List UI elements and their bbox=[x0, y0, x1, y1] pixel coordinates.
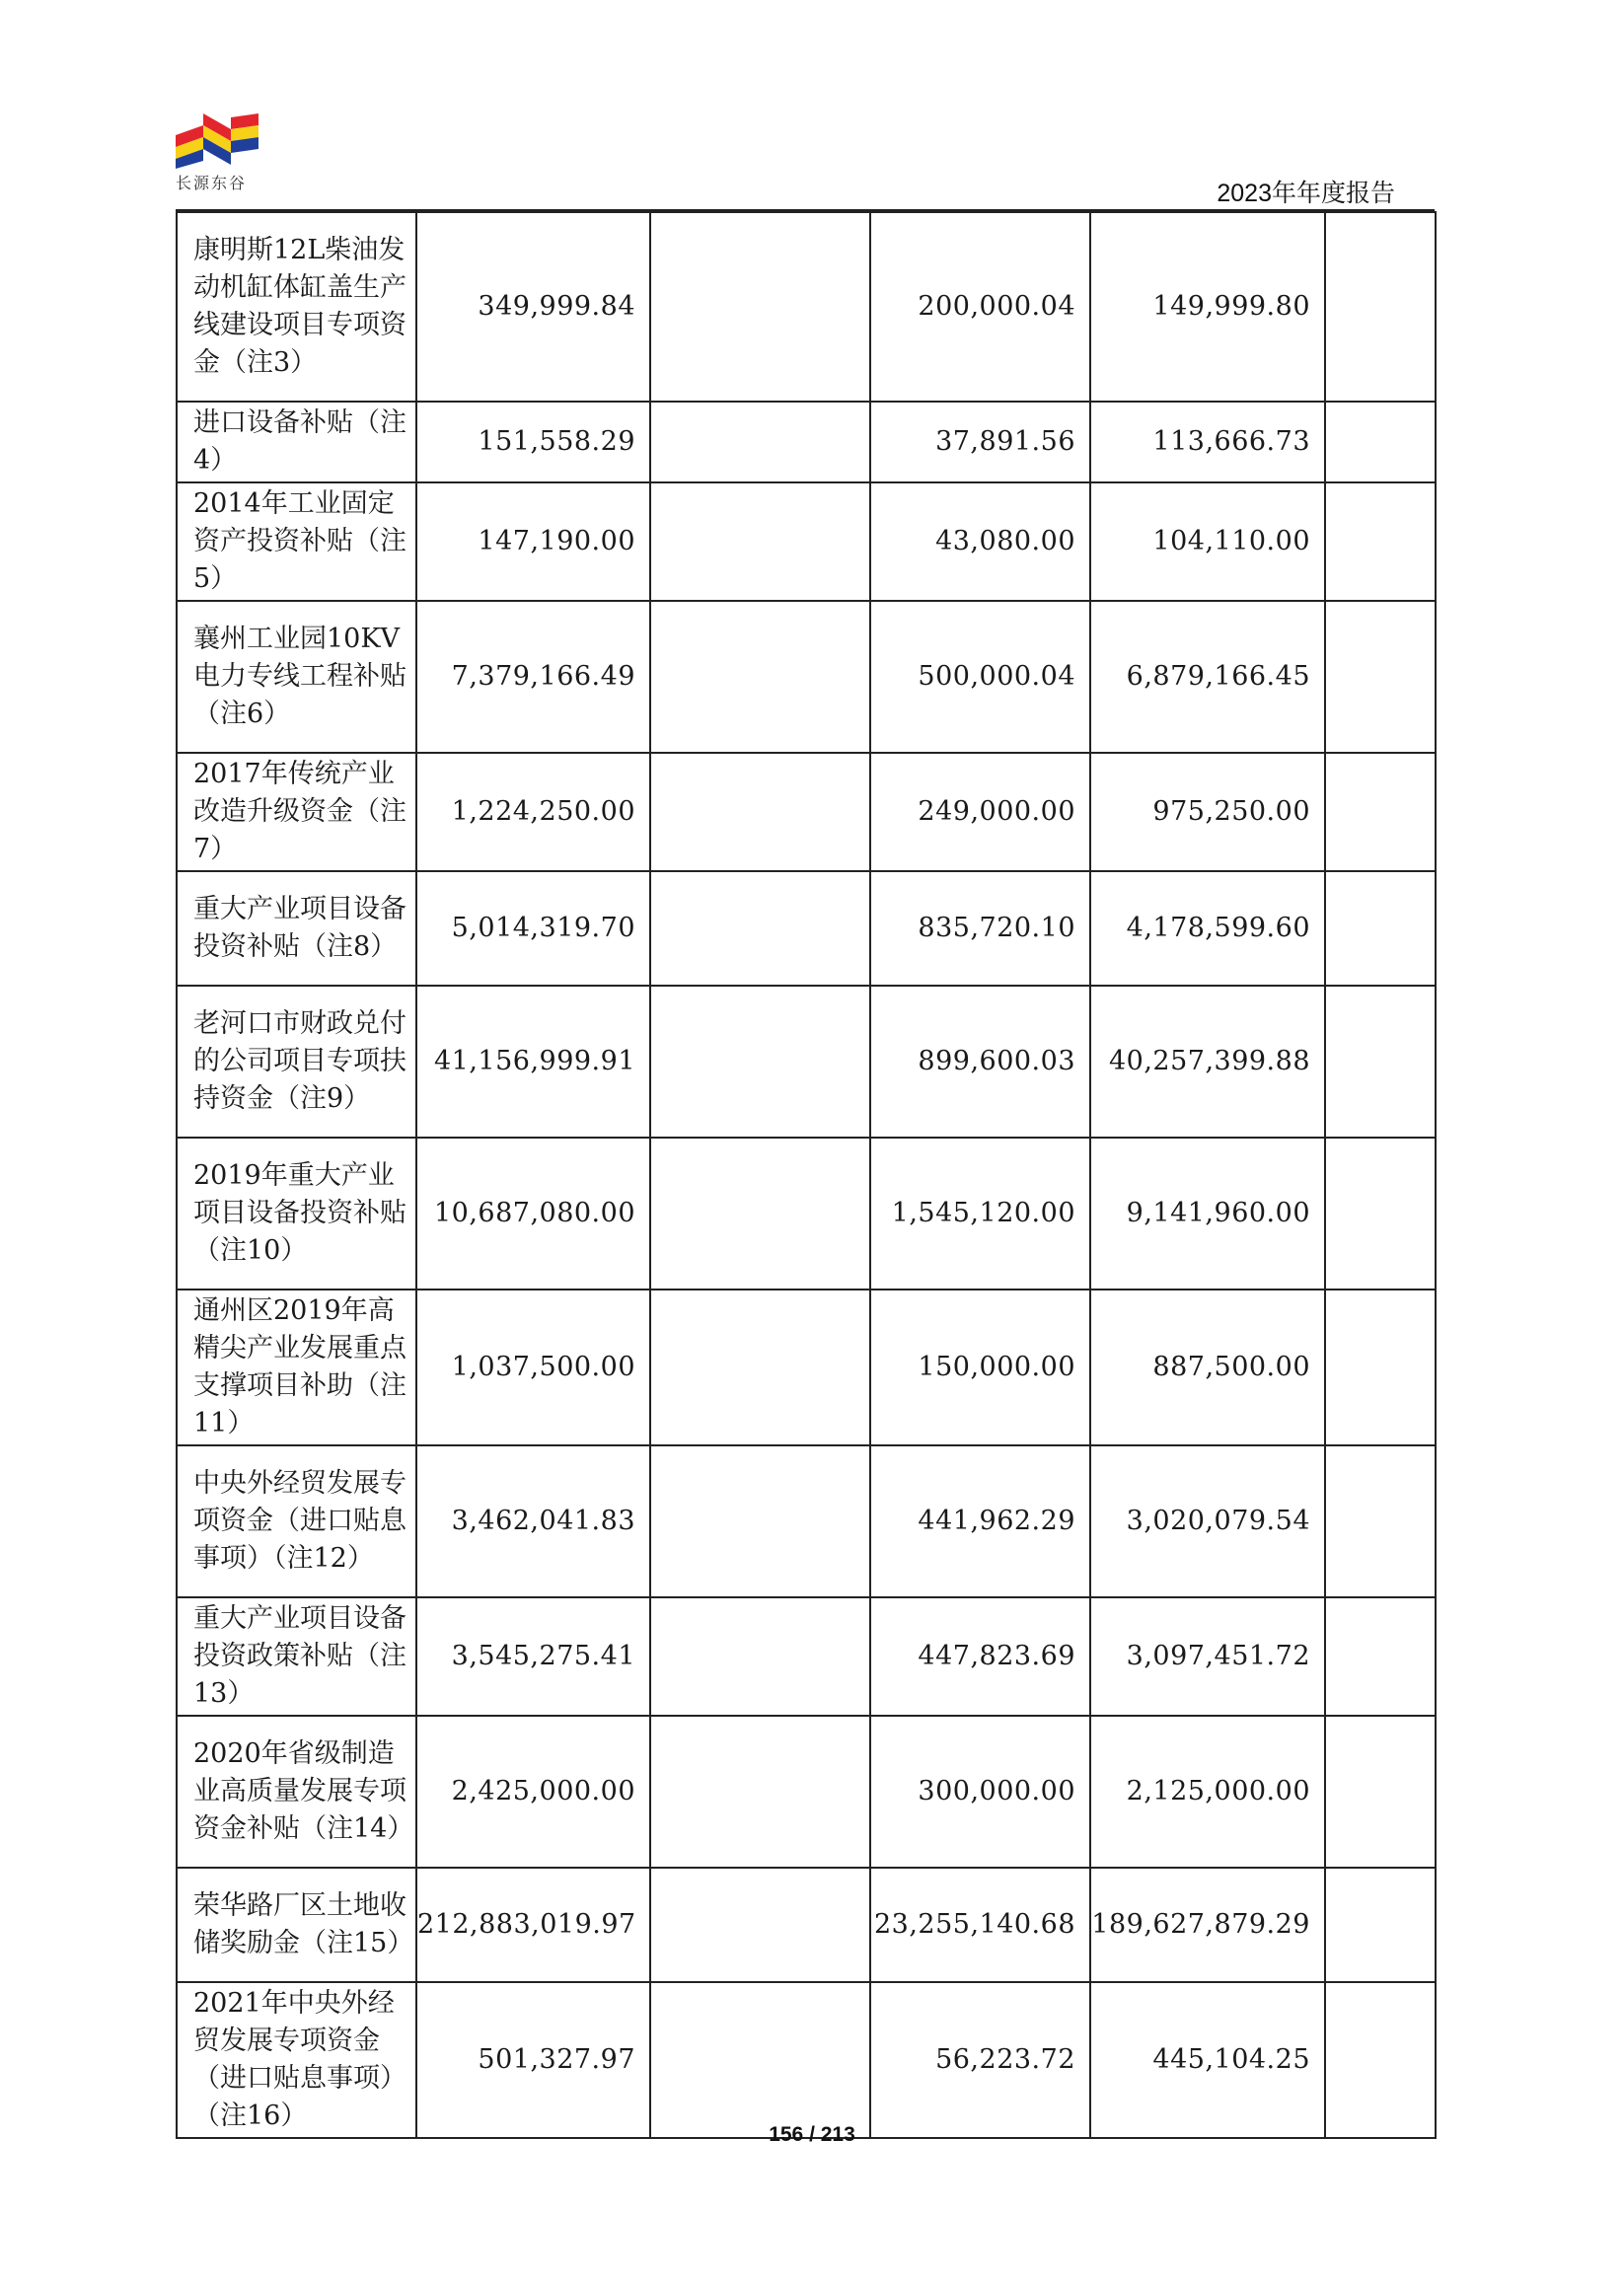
cell-added bbox=[650, 1290, 870, 1445]
company-logo bbox=[176, 113, 260, 193]
cell-added bbox=[650, 871, 870, 986]
cell-recognized: 441,962.29 bbox=[870, 1445, 1090, 1597]
cell-opening: 2,425,000.00 bbox=[416, 1716, 650, 1868]
table-row bbox=[177, 1716, 1436, 1868]
table-row bbox=[177, 402, 1436, 482]
cell-closing: 2,125,000.00 bbox=[1090, 1716, 1325, 1868]
cell-added bbox=[650, 753, 870, 871]
cell-opening: 1,037,500.00 bbox=[416, 1290, 650, 1445]
cell-recognized: 835,720.10 bbox=[870, 871, 1090, 986]
cell-closing: 189,627,879.29 bbox=[1090, 1868, 1325, 1982]
cell-opening: 1,224,250.00 bbox=[416, 753, 650, 871]
cell-name: 老河口市财政兑付的公司项目专项扶持资金（注9） bbox=[177, 986, 416, 1138]
cell-name: 重大产业项目设备投资补贴（注8） bbox=[177, 871, 416, 986]
cell-opening: 3,545,275.41 bbox=[416, 1597, 650, 1716]
cell-recognized: 56,223.72 bbox=[870, 1982, 1090, 2138]
cell-other bbox=[1325, 1445, 1436, 1597]
cell-closing: 104,110.00 bbox=[1090, 482, 1325, 601]
cell-recognized: 249,000.00 bbox=[870, 753, 1090, 871]
cell-recognized: 899,600.03 bbox=[870, 986, 1090, 1138]
cell-recognized: 37,891.56 bbox=[870, 402, 1090, 482]
cell-closing: 113,666.73 bbox=[1090, 402, 1325, 482]
cell-recognized: 447,823.69 bbox=[870, 1597, 1090, 1716]
cell-other bbox=[1325, 1982, 1436, 2138]
deferred-income-table bbox=[176, 211, 1437, 2139]
cell-other bbox=[1325, 402, 1436, 482]
cell-recognized: 500,000.04 bbox=[870, 601, 1090, 753]
cell-closing: 3,020,079.54 bbox=[1090, 1445, 1325, 1597]
cell-name: 2014年工业固定资产投资补贴（注5） bbox=[177, 482, 416, 601]
cell-other bbox=[1325, 753, 1436, 871]
cell-added bbox=[650, 1868, 870, 1982]
report-title: 2023年年度报告 bbox=[1217, 180, 1395, 207]
company-logo-mark bbox=[176, 113, 258, 169]
cell-other bbox=[1325, 601, 1436, 753]
cell-opening: 5,014,319.70 bbox=[416, 871, 650, 986]
cell-added bbox=[650, 1445, 870, 1597]
cell-closing: 887,500.00 bbox=[1090, 1290, 1325, 1445]
cell-name: 2020年省级制造业高质量发展专项资金补贴（注14） bbox=[177, 1716, 416, 1868]
table-row bbox=[177, 1445, 1436, 1597]
cell-closing: 9,141,960.00 bbox=[1090, 1138, 1325, 1290]
cell-name: 中央外经贸发展专项资金（进口贴息事项）（注12） bbox=[177, 1445, 416, 1597]
cell-other bbox=[1325, 1138, 1436, 1290]
table-row bbox=[177, 1868, 1436, 1982]
cell-closing: 975,250.00 bbox=[1090, 753, 1325, 871]
cell-other bbox=[1325, 986, 1436, 1138]
cell-name: 康明斯12L柴油发动机缸体缸盖生产线建设项目专项资金（注3） bbox=[177, 212, 416, 402]
table-row bbox=[177, 212, 1436, 402]
cell-name: 进口设备补贴（注4） bbox=[177, 402, 416, 482]
cell-opening: 7,379,166.49 bbox=[416, 601, 650, 753]
cell-name: 2021年中央外经贸发展专项资金（进口贴息事项）（注16） bbox=[177, 1982, 416, 2138]
table-row bbox=[177, 482, 1436, 601]
page-number: 156 / 213 bbox=[769, 2123, 855, 2146]
cell-name: 荣华路厂区土地收储奖励金（注15） bbox=[177, 1868, 416, 1982]
cell-opening: 3,462,041.83 bbox=[416, 1445, 650, 1597]
cell-other bbox=[1325, 1716, 1436, 1868]
cell-opening: 41,156,999.91 bbox=[416, 986, 650, 1138]
cell-recognized: 150,000.00 bbox=[870, 1290, 1090, 1445]
table-row bbox=[177, 986, 1436, 1138]
cell-other bbox=[1325, 1290, 1436, 1445]
cell-added bbox=[650, 1138, 870, 1290]
cell-added bbox=[650, 402, 870, 482]
cell-opening: 10,687,080.00 bbox=[416, 1138, 650, 1290]
cell-other bbox=[1325, 1868, 1436, 1982]
cell-recognized: 300,000.00 bbox=[870, 1716, 1090, 1868]
cell-closing: 3,097,451.72 bbox=[1090, 1597, 1325, 1716]
cell-added bbox=[650, 1982, 870, 2138]
cell-recognized: 200,000.04 bbox=[870, 212, 1090, 402]
cell-added bbox=[650, 1597, 870, 1716]
cell-added bbox=[650, 601, 870, 753]
cell-opening: 147,190.00 bbox=[416, 482, 650, 601]
cell-name: 2017年传统产业改造升级资金（注7） bbox=[177, 753, 416, 871]
cell-name: 通州区2019年高精尖产业发展重点支撑项目补助（注11） bbox=[177, 1290, 416, 1445]
cell-closing: 4,178,599.60 bbox=[1090, 871, 1325, 986]
cell-other bbox=[1325, 1597, 1436, 1716]
table-body bbox=[177, 212, 1436, 2138]
cell-opening: 212,883,019.97 bbox=[416, 1868, 650, 1982]
cell-other bbox=[1325, 871, 1436, 986]
cell-other bbox=[1325, 212, 1436, 402]
cell-recognized: 23,255,140.68 bbox=[870, 1868, 1090, 1982]
cell-recognized: 1,545,120.00 bbox=[870, 1138, 1090, 1290]
cell-opening: 501,327.97 bbox=[416, 1982, 650, 2138]
table-row bbox=[177, 1597, 1436, 1716]
cell-closing: 40,257,399.88 bbox=[1090, 986, 1325, 1138]
table-row bbox=[177, 1982, 1436, 2138]
cell-other bbox=[1325, 482, 1436, 601]
cell-added bbox=[650, 482, 870, 601]
table-row bbox=[177, 1138, 1436, 1290]
cell-added bbox=[650, 212, 870, 402]
cell-name: 重大产业项目设备投资政策补贴（注13） bbox=[177, 1597, 416, 1716]
cell-opening: 349,999.84 bbox=[416, 212, 650, 402]
table-row bbox=[177, 601, 1436, 753]
logo-text: 长源东谷 bbox=[176, 174, 248, 192]
cell-name: 2019年重大产业项目设备投资补贴 （注10） bbox=[177, 1138, 416, 1290]
cell-name: 襄州工业园10KV电力专线工程补贴（注6） bbox=[177, 601, 416, 753]
cell-added bbox=[650, 1716, 870, 1868]
cell-added bbox=[650, 986, 870, 1138]
cell-closing: 6,879,166.45 bbox=[1090, 601, 1325, 753]
table-row bbox=[177, 871, 1436, 986]
cell-opening: 151,558.29 bbox=[416, 402, 650, 482]
table-row bbox=[177, 753, 1436, 871]
cell-closing: 445,104.25 bbox=[1090, 1982, 1325, 2138]
table-row bbox=[177, 1290, 1436, 1445]
cell-closing: 149,999.80 bbox=[1090, 212, 1325, 402]
cell-recognized: 43,080.00 bbox=[870, 482, 1090, 601]
